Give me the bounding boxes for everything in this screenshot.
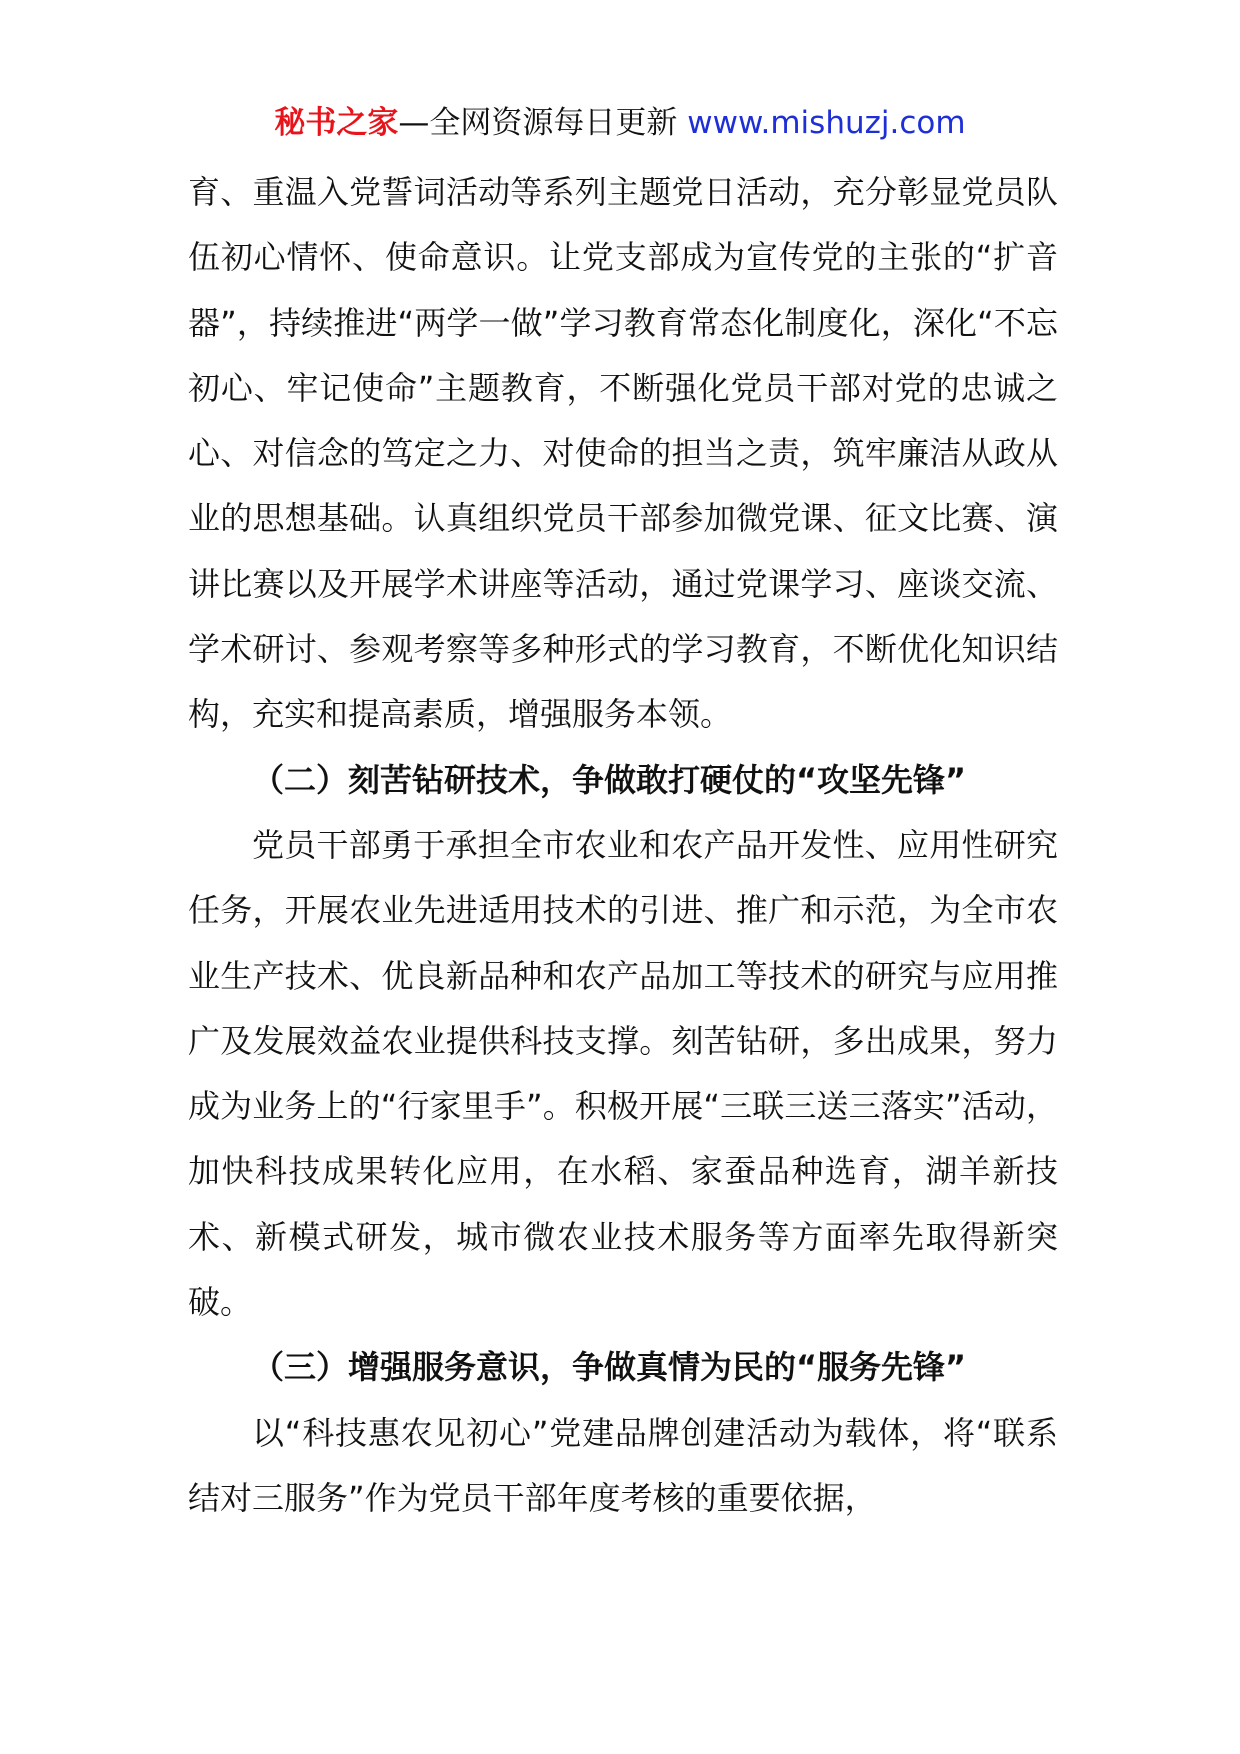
- section-heading-2: （二）刻苦钻研技术，争做敢打硬仗的“攻坚先锋”: [252, 760, 967, 799]
- section-heading-3: （三）增强服务意识，争做真情为民的“服务先锋”: [252, 1348, 967, 1387]
- site-tagline: —全网资源每日更新: [398, 105, 678, 141]
- paragraph-continued: 育、重温入党誓词活动等系列主题党日活动，充分彰显党员队伍初心情怀、使命意识。让党支部成为宣传党的主张的“扩音器”，持续推进“两学一做”学习教育常态化制度化，深化“不忘初心、牢记使命”主题教育，不断强化党员干部对党的忠诚之心、对信念的笃定之力、对使命的担当之责，筑牢廉洁从政从业的思想基础。认真组织党员干部参加微党课、征文比赛、演讲比赛以及开展学术讲座等活动，通过党课学习、座谈交流、学术研讨、参观考察等多种形式的学习教育，不断优化知识结构，充实和提高素质，增强服务本领。: [188, 173, 1058, 734]
- site-header: [0, 100, 1240, 146]
- site-brand: 秘书之家: [274, 105, 399, 141]
- paragraph-section-3: 以“科技惠农见初心”党建品牌创建活动为载体，将“联系结对三服务”作为党员干部年度考核的重要依据，: [188, 1413, 1058, 1517]
- site-url-link[interactable]: www.mishuzj.com: [687, 105, 966, 141]
- paragraph-section-2: 党员干部勇于承担全市农业和农产品开发性、应用性研究任务，开展农业先进适用技术的引进、推广和示范，为全市农业生产技术、优良新品种和农产品加工等技术的研究与应用推广及发展效益农业提供科技支撑。刻苦钻研，多出成果，努力成为业务上的“行家里手”。积极开展“三联三送三落实”活动，加快科技成果转化应用，在水稻、家蚕品种选育，湖羊新技术、新模式研发，城市微农业技术服务等方面率先取得新突破。: [188, 825, 1058, 1322]
- document-body: [188, 160, 1058, 1531]
